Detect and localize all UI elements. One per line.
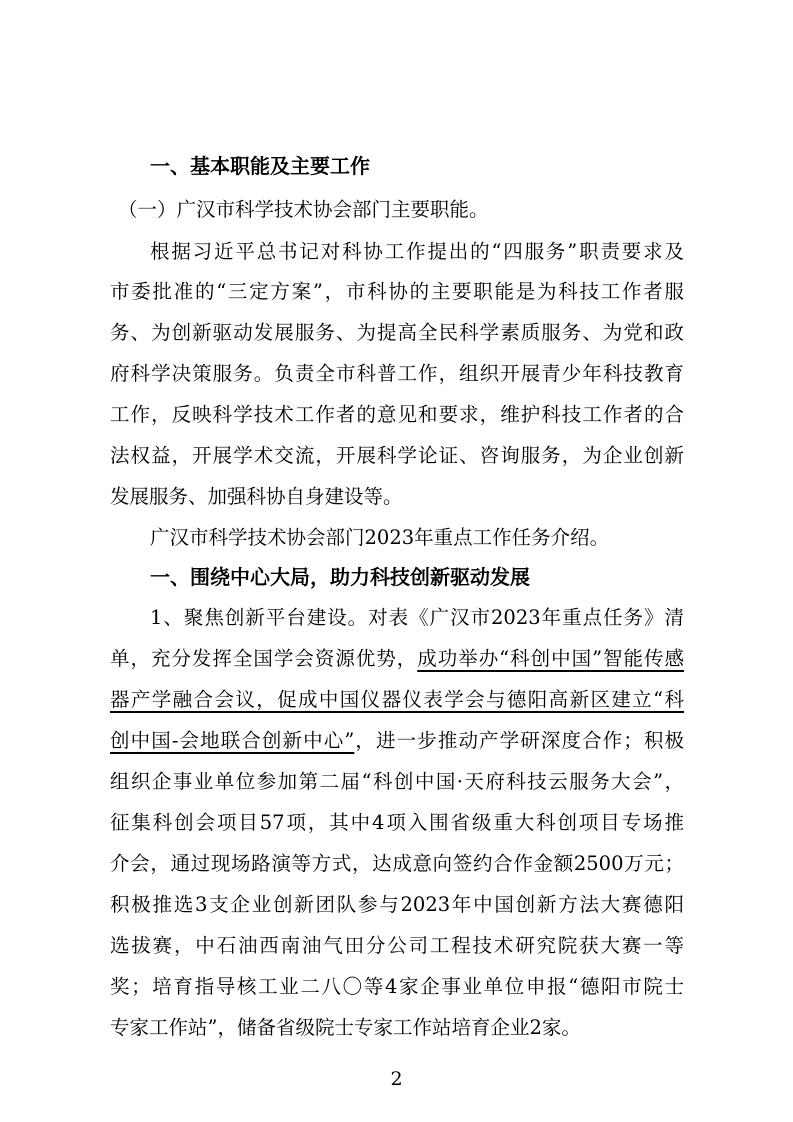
paragraph-line — [110, 643, 684, 671]
paragraph-line: 府科学决策服务。负责全市科普工作，组织开展青少年科技教育 — [110, 362, 684, 385]
text-run: ，进一步推动产学研深度合作；积极 — [354, 729, 684, 752]
paragraph-line: 工作，反映科学技术工作者的意见和要求，维护科技工作者的合 — [110, 403, 684, 426]
section-heading-basic-functions: 一、基本职能及主要工作 — [150, 154, 370, 178]
paragraph-line: 务、为创新驱动发展服务、为提高全民科学素质服务、为党和政 — [110, 321, 684, 344]
paragraph-line: 根据习近平总书记对科协工作提出的“四服务”职责要求及 — [150, 240, 684, 263]
paragraph-line: 专家工作站”，储备省级院士专家工作站培育企业2家。 — [110, 1016, 581, 1039]
paragraph-line: 选拔赛，中石油西南油气田分公司工程技术研究院获大赛一等 — [110, 934, 684, 957]
text-run: 单，充分发挥全国学会资源优势， — [110, 647, 418, 670]
page-number: 2 — [390, 1068, 403, 1090]
paragraph-line: 介会，通过现场路演等方式，达成意向签约合作金额2500万元； — [110, 852, 684, 875]
paragraph-line: 发展服务、加强科协自身建设等。 — [110, 485, 403, 508]
subsection-heading-main-functions: （一）广汉市科学技术协会部门主要职能。 — [118, 198, 489, 221]
paragraph-key-tasks-intro: 广汉市科学技术协会部门2023年重点工作任务介绍。 — [150, 526, 610, 549]
paragraph-line: 征集科创会项目57项，其中4项入围省级重大科创项目专场推 — [110, 811, 684, 834]
paragraph-line: 组织企事业单位参加第二届“科创中国·天府科技云服务大会”， — [110, 770, 684, 793]
underlined-text: 创中国-会地联合创新中心” — [110, 729, 355, 752]
paragraph-line: 奖；培育指导核工业二八〇等4家企事业单位申报“德阳市院士 — [110, 975, 684, 998]
section-heading-innovation: 一、围绕中心大局，助力科技创新驱动发展 — [150, 565, 530, 589]
paragraph-line: 市委批准的“三定方案”，市科协的主要职能是为科技工作者服 — [110, 280, 684, 303]
paragraph-line: 法权益，开展学术交流，开展科学论证、咨询服务，为企业创新 — [110, 444, 684, 467]
paragraph-line: 1、聚焦创新平台建设。对表《广汉市2023年重点任务》清 — [150, 606, 684, 629]
underlined-text: 器产学融合会议，促成中国仪器仪表学会与德阳高新区建立“科 — [110, 688, 684, 711]
paragraph-line — [110, 725, 684, 753]
paragraph-line — [110, 684, 684, 712]
paragraph-line: 积极推选3支企业创新团队参与2023年中国创新方法大赛德阳 — [110, 893, 684, 916]
underlined-text: 成功举办“科创中国”智能传感 — [417, 647, 684, 670]
